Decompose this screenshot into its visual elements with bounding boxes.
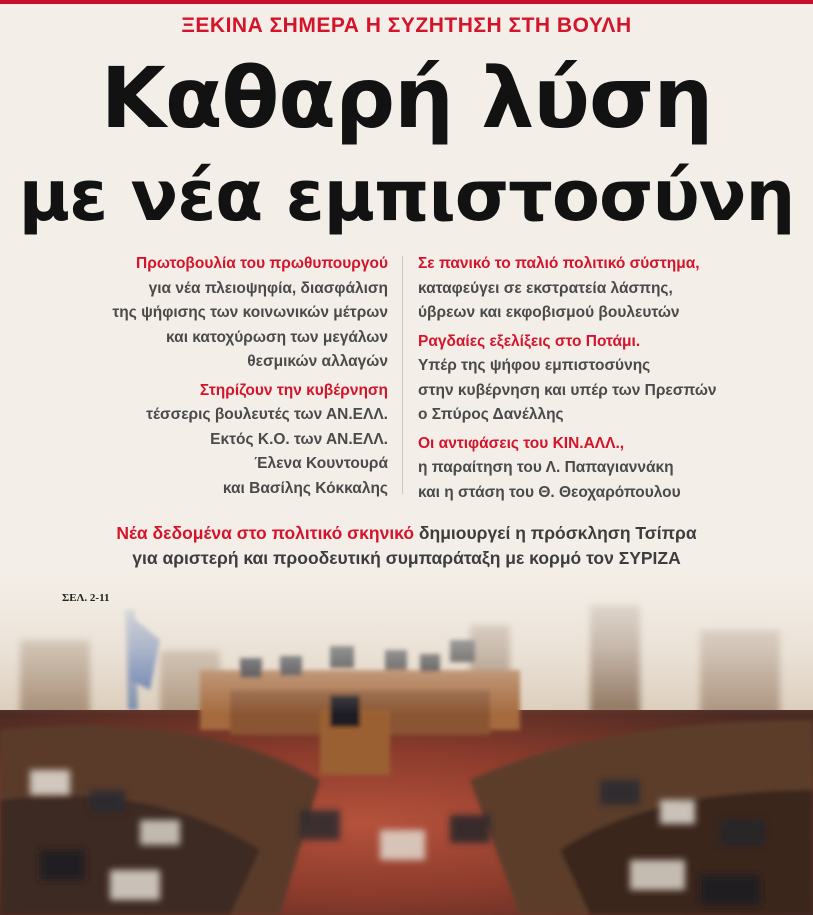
banner-line-1 [0, 521, 813, 546]
right-block-1-line: ύβρεων και εκφοβισμού βουλευτών [418, 304, 680, 321]
right-block-1 [418, 252, 803, 326]
left-block-2-line: και Βασίλης Κόκκαλης [222, 479, 388, 497]
right-block-2-heading: Ραγδαίες εξελίξεις στο Ποτάμι. [418, 332, 641, 350]
right-block-1-line: καταφεύγει σε εκστρατεία λάσπης, [418, 279, 673, 297]
left-block-2-line: Έλενα Κουντουρά [254, 455, 388, 472]
right-block-2-line: ο Σπύρος Δανέλλης [418, 406, 564, 423]
right-block-3-line: η παραίτηση του Λ. Παπαγιαννάκη [418, 459, 674, 476]
right-column [418, 252, 803, 505]
top-rule [0, 0, 813, 4]
parliament-photo [0, 570, 813, 915]
right-block-1-heading: Σε πανικό το παλιό πολιτικό σύστημα, [418, 255, 700, 272]
left-block-1-line: για νέα πλειοψηφία, διασφάλιση [148, 279, 388, 297]
left-block-2-line: Εκτός Κ.Ο. των ΑΝ.ΕΛΛ. [210, 430, 388, 448]
column-divider [402, 256, 403, 494]
left-block-2-line: τέσσερις βουλευτές των ΑΝ.ΕΛΛ. [146, 406, 388, 423]
headline-line-2: με νέα εμπιστοσύνη [18, 155, 795, 237]
kicker: ΞΕΚΙΝΑ ΣΗΜΕΡΑ Η ΣΥΖΗΤΗΣΗ ΣΤΗ ΒΟΥΛΗ [181, 14, 632, 37]
left-block-1-line: της ψήφισης των κοινωνικών μέτρων [112, 304, 388, 321]
headline-line-1: Καθαρή λύση [100, 49, 713, 147]
left-block-2-heading: Στηρίζουν την κυβέρνηση [199, 381, 388, 399]
page-reference: ΣΕΛ. 2-11 [62, 592, 110, 604]
banner-highlight: Νέα δεδομένα στο πολιτικό σκηνικό [116, 523, 415, 543]
right-block-2 [418, 330, 803, 428]
right-block-3-heading: Οι αντιφάσεις του ΚΙΝ.ΑΛΛ., [418, 434, 625, 452]
left-block-1-line: και κατοχύρωση των μεγάλων [166, 328, 388, 346]
banner-rest: δημιουργεί η πρόσκληση Τσίπρα [414, 523, 697, 543]
left-block-1-line: θεσμικών αλλαγών [247, 353, 388, 370]
left-column [20, 252, 388, 501]
banner-line-2: για αριστερή και προοδευτική συμπαράταξη με κορμό τον ΣΥΡΙΖΑ [132, 548, 681, 568]
left-block-1-heading: Πρωτοβουλία του πρωθυπουργού [136, 255, 388, 272]
right-block-3 [418, 432, 803, 506]
left-block-1 [20, 252, 388, 375]
right-block-2-line: Υπέρ της ψήφου εμπιστοσύνης [418, 357, 651, 374]
right-block-3-line: και η στάση του Θ. Θεοχαρόπουλου [418, 483, 681, 501]
right-block-2-line: στην κυβέρνηση και υπέρ των Πρεσπών [418, 381, 717, 399]
banner [0, 521, 813, 571]
left-block-2 [20, 379, 388, 502]
